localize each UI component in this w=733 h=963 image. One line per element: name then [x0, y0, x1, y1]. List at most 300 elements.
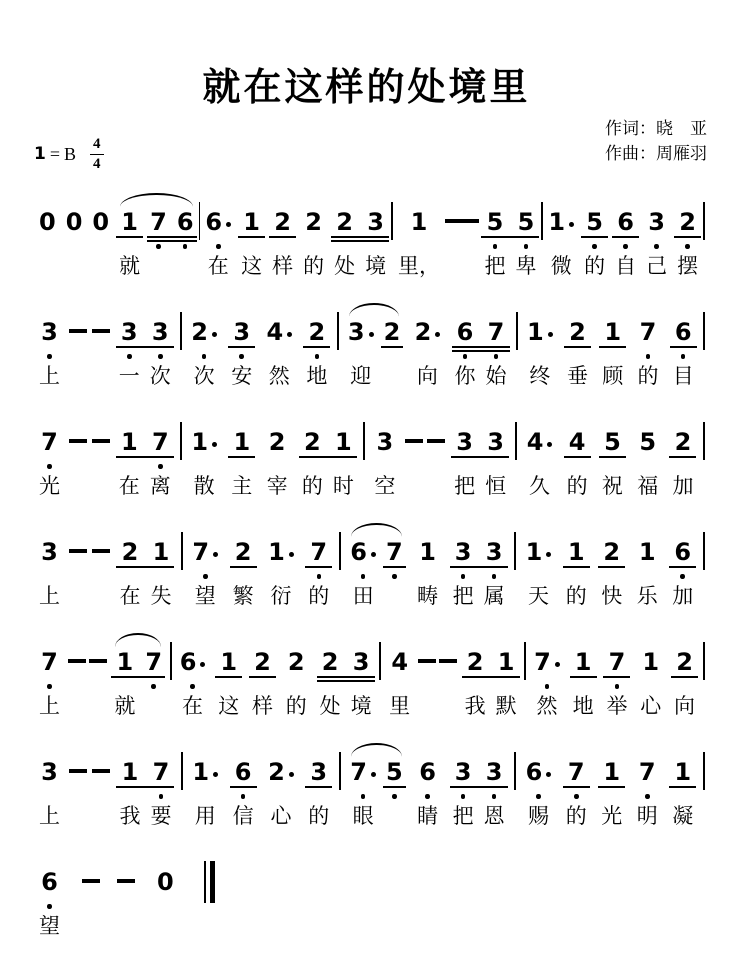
beat-group	[236, 206, 267, 280]
note-number-row	[192, 756, 218, 786]
note-token	[412, 536, 443, 610]
duration-dash	[418, 659, 436, 663]
note-number: 6	[176, 208, 194, 236]
lyric-text: 微	[550, 254, 572, 278]
lyric-text: 安	[231, 364, 253, 388]
duration-dot	[548, 332, 553, 337]
score-line	[0, 742, 733, 852]
octave-dot-area	[534, 676, 560, 690]
duration-dot	[212, 332, 217, 337]
low-octave-dot	[645, 794, 650, 799]
lyric-text: 举	[606, 694, 628, 718]
barline	[339, 752, 341, 790]
note-number: 7	[41, 648, 58, 676]
octave-dot-area	[218, 676, 239, 690]
octave-dot-area	[180, 676, 206, 690]
beat-group	[114, 426, 176, 500]
score-line	[0, 852, 733, 962]
octave-dot-area	[150, 786, 171, 800]
note-number: 3	[376, 428, 394, 456]
octave-dot-area	[114, 676, 135, 690]
beat-group	[561, 536, 592, 610]
note-number-row	[269, 426, 286, 456]
beat-group	[145, 206, 198, 280]
note-number: 1	[121, 758, 139, 786]
octave-dot-area	[119, 566, 140, 580]
octave-dot-area	[191, 456, 217, 470]
octave-dot-area	[192, 786, 218, 800]
beat-group	[561, 756, 592, 830]
note-token	[561, 756, 592, 830]
low-octave-dot	[392, 794, 397, 799]
note-number: 6	[234, 758, 252, 786]
octave-dot-area	[350, 786, 376, 800]
duration-dash	[89, 659, 107, 663]
note-number: 2	[268, 758, 285, 786]
note-number: 1	[525, 538, 543, 566]
barline	[514, 752, 516, 790]
note-number-row	[377, 426, 394, 456]
note-number: 3	[454, 758, 472, 786]
note-number: 5	[604, 428, 621, 456]
lyric-text: 离	[149, 474, 171, 498]
note-number-row	[41, 316, 58, 346]
lyric-text: 祝	[601, 474, 623, 498]
duration-dot	[569, 222, 574, 227]
duration-dash	[69, 329, 87, 333]
final-barline-thick	[210, 861, 215, 903]
low-octave-dot	[158, 464, 163, 469]
octave-dot-area	[485, 456, 506, 470]
duration-dash	[439, 659, 457, 663]
note-token	[510, 206, 541, 280]
duration-dash	[117, 879, 135, 883]
note-number-row	[152, 316, 169, 346]
note-number: 6	[419, 758, 436, 786]
note-number: 3	[648, 208, 665, 236]
octave-dot-area	[348, 346, 374, 360]
note-token	[667, 756, 698, 830]
lyric-text: 在	[119, 584, 141, 608]
note-number-row	[526, 756, 552, 786]
beat-group	[562, 316, 593, 390]
score-line	[0, 192, 733, 302]
octave-dot-area	[308, 566, 329, 580]
beat-group	[369, 426, 400, 500]
lyric-text: 繁	[232, 584, 254, 608]
note-number-row	[575, 646, 592, 676]
note-number: 5	[586, 208, 603, 236]
note-token	[61, 206, 88, 280]
note-number: 1	[233, 428, 251, 456]
beat-group	[226, 316, 257, 390]
barline	[515, 422, 517, 460]
note-number-row	[674, 756, 691, 786]
note-number-row	[676, 646, 693, 676]
low-octave-dot	[545, 684, 550, 689]
duration-dot	[213, 772, 218, 777]
lyric-text: 把	[454, 474, 476, 498]
duration-dash	[68, 659, 86, 663]
note-number-row	[569, 316, 586, 346]
duration-dot	[371, 552, 376, 557]
note-number: 7	[310, 538, 328, 566]
note-token	[449, 426, 480, 500]
octave-dot-area	[602, 456, 623, 470]
octave-dot-area	[417, 566, 438, 580]
beat-group	[114, 756, 176, 830]
beat-group	[175, 646, 211, 720]
barline	[703, 532, 705, 570]
note-token	[597, 426, 628, 500]
barline	[703, 642, 705, 680]
note-number-row	[386, 536, 403, 566]
note-token	[601, 646, 632, 720]
note-token	[479, 536, 510, 610]
beat-group	[597, 316, 628, 390]
duration-dash	[92, 549, 110, 553]
lyric-text: 己	[646, 254, 668, 278]
duration-dash	[462, 219, 479, 223]
lyric-text: 衍	[270, 584, 292, 608]
lyric-text: 福	[637, 474, 659, 498]
beat-group	[568, 646, 599, 720]
low-octave-dot	[524, 244, 529, 249]
time-signature	[90, 136, 104, 172]
note-number-row	[39, 206, 56, 236]
octave-dot-area	[191, 346, 217, 360]
duration-dash	[69, 439, 87, 443]
octave-dot-area	[302, 456, 323, 470]
note-number-row	[310, 536, 327, 566]
duration-dash	[427, 439, 445, 443]
barline	[181, 752, 183, 790]
octave-dot-area	[150, 566, 171, 580]
note-token	[145, 426, 176, 500]
barline	[703, 422, 705, 460]
note-token	[479, 756, 510, 830]
low-octave-dot	[202, 354, 207, 359]
note-token	[152, 866, 179, 940]
beat-group	[226, 426, 257, 500]
beat-group	[298, 206, 329, 280]
note-token	[228, 536, 259, 610]
note-number-row	[233, 426, 250, 456]
note-number: 7	[487, 318, 505, 346]
low-octave-dot	[241, 794, 246, 799]
note-number-row	[640, 316, 657, 346]
note-number: 1	[334, 428, 352, 456]
lyric-text: 的	[565, 584, 587, 608]
note-number-row	[266, 316, 292, 346]
octave-dot-area	[526, 786, 552, 800]
beat-group	[261, 316, 297, 390]
note-number-row	[391, 646, 408, 676]
beat-group	[34, 756, 65, 830]
beat-group	[34, 866, 65, 940]
beat-group	[381, 536, 408, 610]
lyric-text: 里	[389, 694, 411, 718]
note-number-row	[121, 426, 138, 456]
note-number: 3	[485, 538, 503, 566]
note-token	[460, 646, 491, 720]
octave-dot-area	[205, 236, 231, 250]
low-octave-dot	[158, 354, 163, 359]
note-number: 2	[234, 538, 252, 566]
lyric-text: 宰	[266, 474, 288, 498]
lyric-text: 眼	[352, 804, 374, 828]
note-number: 2	[674, 428, 692, 456]
lyric-text: 样	[251, 694, 273, 718]
note-number: 3	[352, 648, 370, 676]
note-number-row	[603, 536, 620, 566]
note-token	[632, 426, 663, 500]
low-octave-dot	[361, 574, 366, 579]
note-number-row	[642, 646, 659, 676]
lyric-text: 处	[334, 254, 356, 278]
note-token	[345, 756, 381, 830]
duration-dot	[371, 772, 376, 777]
note-number-row	[518, 206, 535, 236]
note-token	[297, 426, 328, 500]
lyric-text: 心	[640, 694, 662, 718]
note-number: 7	[639, 318, 657, 346]
octave-dot-area	[334, 236, 355, 250]
lyric-text: 然	[268, 364, 290, 388]
note-token	[186, 316, 222, 390]
beat-group	[329, 206, 391, 280]
beat-group	[529, 646, 565, 720]
lyric-text: 失	[150, 584, 172, 608]
lyric-text: 向	[674, 694, 696, 718]
octave-dot-area	[306, 346, 327, 360]
note-number-row	[350, 536, 376, 566]
octave-dot-area	[241, 236, 262, 250]
duration-dash	[92, 329, 110, 333]
barline	[339, 532, 341, 570]
beat-group	[379, 316, 406, 390]
lyric-text: 次	[149, 364, 171, 388]
lyric-text: 境	[350, 694, 372, 718]
lyric-text: 样	[272, 254, 294, 278]
note-token	[281, 646, 312, 720]
note-token	[114, 756, 145, 830]
lyricist-credit: 作词：晓 亚	[605, 119, 707, 138]
beat-group	[187, 536, 223, 610]
note-token	[346, 646, 377, 720]
slur-arc-group	[109, 646, 167, 720]
beat-group	[448, 756, 510, 830]
beat-group	[315, 646, 377, 720]
octave-dot-area	[39, 346, 60, 360]
note-number: 2	[676, 648, 693, 676]
note-number: 1	[674, 758, 692, 786]
note-number-row	[336, 206, 353, 236]
note-number-row	[386, 756, 403, 786]
note-token	[247, 646, 278, 720]
note-token	[34, 206, 61, 280]
lyric-text: 我	[464, 694, 486, 718]
barline	[180, 312, 182, 350]
note-number-row	[384, 316, 401, 346]
beat-group	[267, 206, 298, 280]
note-token	[145, 756, 176, 830]
note-number: 4	[266, 318, 284, 346]
octave-dot-area	[566, 786, 587, 800]
note-number-row	[152, 426, 169, 456]
note-number: 1	[268, 538, 285, 566]
note-number-row	[348, 316, 374, 346]
slur-arc-group	[345, 756, 407, 830]
low-octave-dot	[592, 244, 597, 249]
note-number-row	[604, 426, 621, 456]
note-token	[448, 536, 479, 610]
note-token	[345, 536, 381, 610]
note-number: 2	[191, 318, 208, 346]
beat-group	[381, 756, 408, 830]
note-number-row	[675, 426, 692, 456]
duration-dash	[92, 769, 110, 773]
lyric-text: 次	[193, 364, 215, 388]
lyric-text: 的	[303, 254, 325, 278]
note-number-row	[609, 646, 626, 676]
note-number: 7	[152, 758, 170, 786]
octave-dot-area	[496, 676, 517, 690]
note-number-row	[487, 426, 504, 456]
octave-dot-area	[637, 456, 658, 470]
note-number: 7	[350, 758, 367, 786]
duration-dot	[200, 662, 205, 667]
note-number-row	[456, 426, 473, 456]
note-number: 0	[39, 208, 56, 236]
beat-group	[297, 426, 359, 500]
duration-dash	[69, 769, 87, 773]
note-token	[175, 646, 211, 720]
barline	[703, 312, 705, 350]
note-number-row	[322, 646, 339, 676]
lyric-text: 这	[218, 694, 240, 718]
beat-group	[521, 536, 557, 610]
lyric-text: 加	[672, 584, 694, 608]
note-token	[369, 426, 400, 500]
note-token	[596, 536, 627, 610]
lyric-text: 空	[374, 474, 396, 498]
note-number-row	[568, 536, 585, 566]
note-number: 7	[145, 648, 163, 676]
final-barline	[204, 861, 215, 903]
octave-dot-area	[177, 236, 194, 250]
note-number: 3	[41, 758, 58, 786]
low-octave-dot	[47, 904, 52, 909]
note-number: 2	[321, 648, 339, 676]
lyric-text: 向	[416, 364, 438, 388]
note-token	[667, 426, 698, 500]
note-number: 3	[41, 538, 58, 566]
note-number-row	[367, 206, 384, 236]
note-number-row	[243, 206, 260, 236]
beat-group	[412, 536, 443, 610]
note-token	[410, 316, 446, 390]
note-number: 3	[347, 318, 365, 346]
beat-group	[345, 756, 381, 830]
note-number: 3	[485, 758, 503, 786]
lyric-text: 上	[39, 584, 60, 608]
note-number: 3	[367, 208, 384, 236]
low-octave-dot	[574, 794, 579, 799]
note-number: 6	[179, 648, 197, 676]
beat-group	[384, 646, 415, 720]
lyric-text: 田	[352, 584, 374, 608]
low-octave-dot	[461, 794, 466, 799]
note-token	[379, 316, 406, 390]
note-number-row	[639, 756, 656, 786]
beat-group	[522, 426, 558, 500]
score-line	[0, 522, 733, 632]
note-number: 4	[391, 648, 409, 676]
octave-dot-area	[119, 346, 140, 360]
low-octave-dot	[623, 244, 628, 249]
duration-dot	[289, 552, 294, 557]
lyric-text: 摆	[677, 254, 699, 278]
lyric-text: 望	[194, 584, 216, 608]
note-number: 1	[220, 648, 238, 676]
lyric-text: 睛	[417, 804, 439, 828]
note-number: 5	[385, 758, 403, 786]
octave-dot-area	[39, 236, 56, 250]
octave-dot-area	[637, 346, 658, 360]
low-octave-dot	[156, 244, 161, 249]
octave-dot-area	[646, 236, 667, 250]
low-octave-dot	[47, 464, 52, 469]
note-token	[632, 756, 663, 830]
lyric-text: 在	[207, 254, 229, 278]
lyric-text: 的	[308, 804, 330, 828]
lyric-text: 上	[39, 364, 60, 388]
note-number: 7	[608, 648, 626, 676]
beat-group	[263, 536, 299, 610]
note-number-row	[639, 426, 656, 456]
note-token	[262, 426, 293, 500]
duration-dot	[546, 772, 551, 777]
note-token	[226, 316, 257, 390]
beat-group	[262, 426, 293, 500]
note-number-row	[191, 316, 217, 346]
octave-dot-area	[453, 566, 474, 580]
note-number: 2	[383, 318, 401, 346]
octave-dot-area	[484, 786, 505, 800]
lyric-text: 地	[572, 694, 594, 718]
note-number: 6	[205, 208, 223, 236]
low-octave-dot	[492, 794, 497, 799]
note-number: 7	[150, 208, 167, 236]
beat-group	[543, 206, 579, 280]
beat-group	[635, 646, 666, 720]
note-number: 3	[120, 318, 138, 346]
note-token	[562, 316, 593, 390]
lyric-text: 我	[119, 804, 141, 828]
octave-dot-area	[567, 346, 588, 360]
note-number: 2	[305, 208, 322, 236]
octave-dot-area	[233, 786, 254, 800]
octave-dot-area	[567, 456, 588, 470]
beat-group	[303, 756, 334, 830]
beat-group	[522, 316, 558, 390]
octave-dot-area	[454, 456, 475, 470]
octave-dot-area	[389, 676, 410, 690]
low-octave-dot	[151, 684, 156, 689]
note-number: 0	[92, 208, 110, 236]
note-number-row	[527, 316, 553, 346]
